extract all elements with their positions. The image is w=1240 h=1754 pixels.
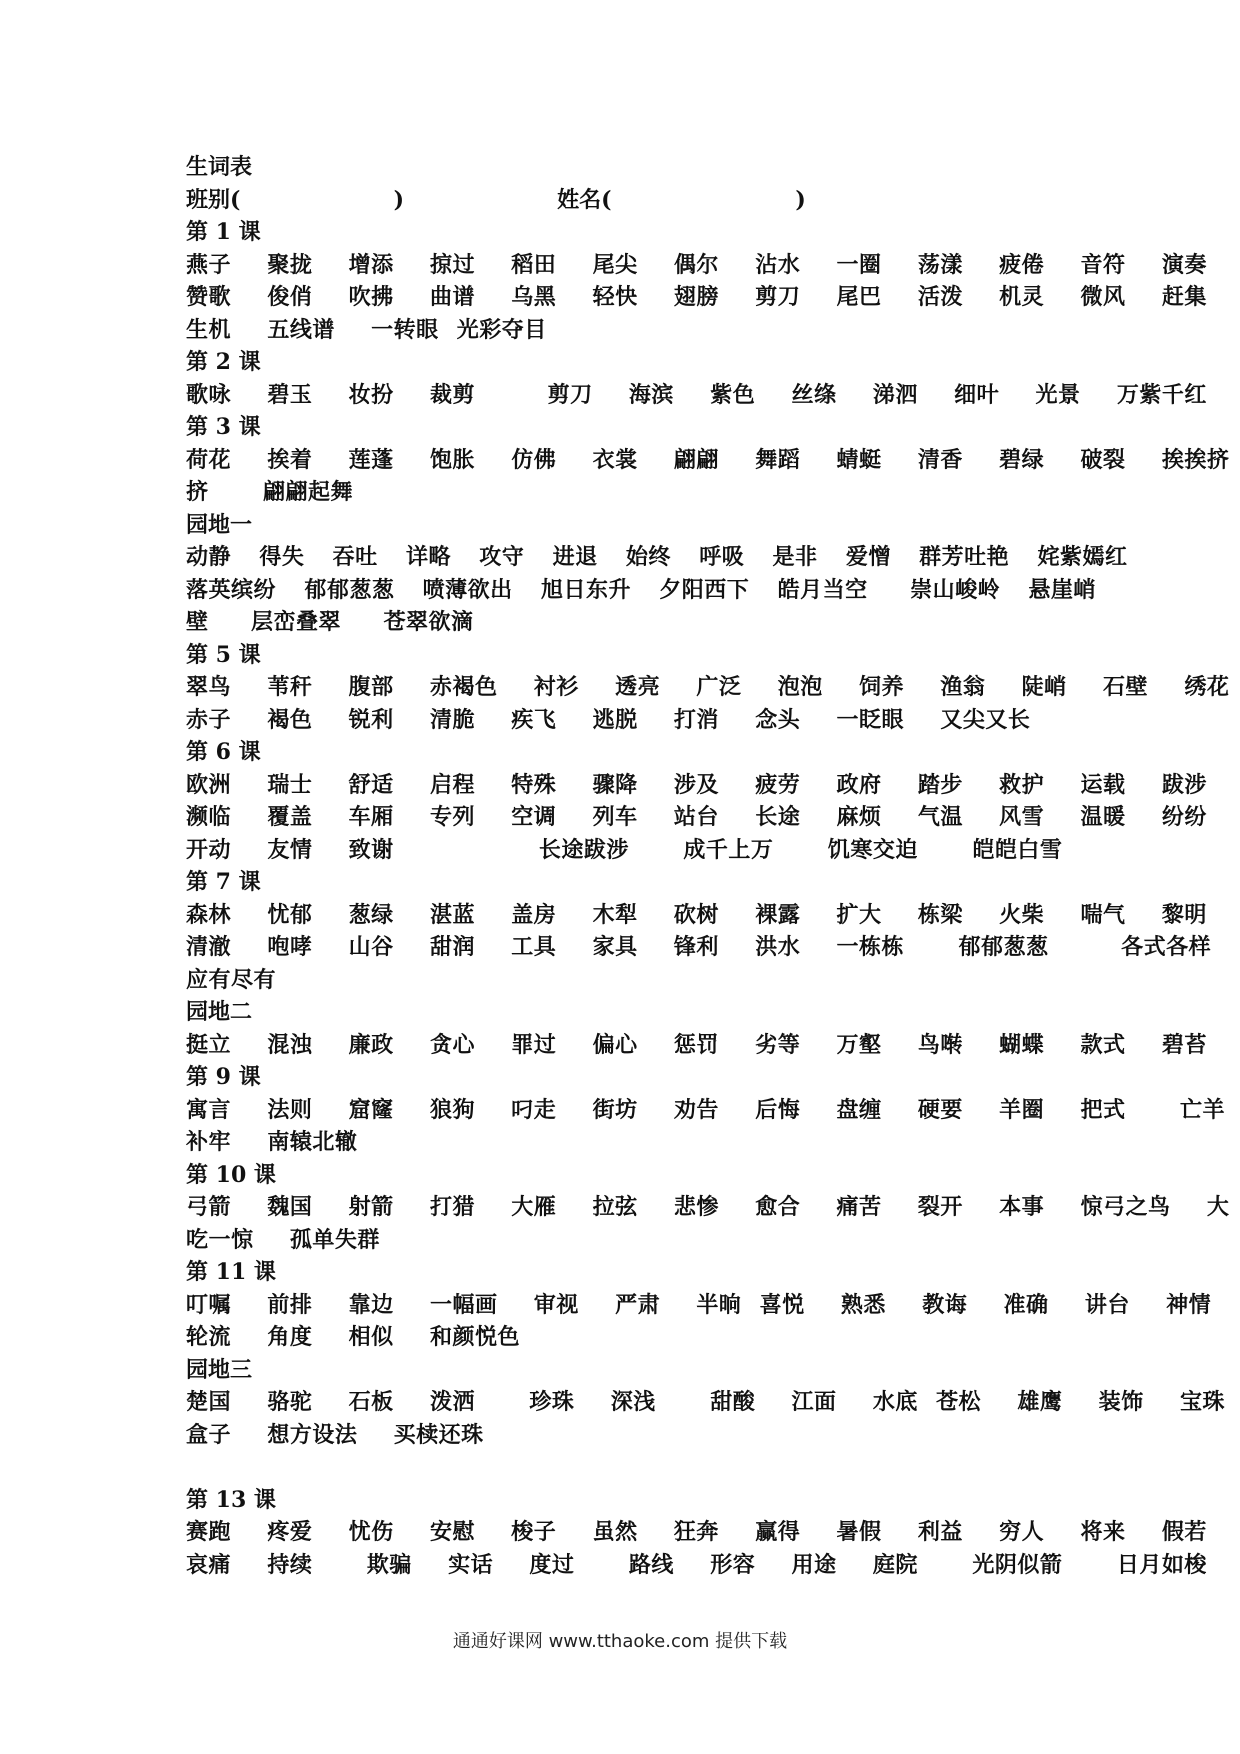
word-line: 开动 友情 致谢 长途跋涉 成千上万 饥寒交迫 皑皑白雪 [186,836,1063,863]
lesson-heading: 第 11 课 [186,1259,276,1285]
lesson-heading: 第 10 课 [186,1161,276,1188]
class-name-line: 班别( ) 姓名( ) [186,186,806,213]
word-line: 濒临 覆盖 车厢 专列 空调 列车 站台 长途 麻烦 气温 风雪 温暖 纷纷 [186,804,1207,830]
word-line: 叮嘱 前排 靠边 一幅画 审视 严肃 半晌 喜悦 熟悉 教诲 准确 讲台 神情 [186,1291,1212,1318]
word-line: 动静 得失 吞吐 详略 攻守 进退 始终 呼吸 是非 爱憎 群芳吐艳 姹紫嫣红 [186,544,1128,570]
word-line: 补牢 南辕北辙 [186,1129,358,1155]
lesson-13 [186,1484,1207,1582]
lesson-heading: 第 2 课 [186,349,261,375]
word-line: 燕子 聚拢 增添 掠过 稻田 尾尖 偶尔 沾水 一圈 荡漾 疲倦 音符 演奏 [186,251,1207,278]
word-line: 赞歌 俊俏 吹拂 曲谱 乌黑 轻快 翅膀 剪刀 尾巴 活泼 机灵 微风 赶集 [186,284,1207,310]
word-line: 吃一惊 孤单失群 [186,1226,380,1253]
word-line: 轮流 角度 相似 和颜悦色 [186,1324,520,1350]
word-line: 楚国 骆驼 石板 泼洒 珍珠 深浅 甜酸 江面 水底 苍松 雄鹰 装饰 宝珠 [186,1389,1225,1415]
lesson-heading: 第 1 课 [186,219,261,245]
footer-credit: 通通好课网 www.tthaoke.com 提供下载 [452,1631,788,1652]
lesson-heading: 第 3 课 [186,414,261,440]
lesson-heading: 第 9 课 [186,1064,261,1090]
lesson-9 [186,1061,1225,1159]
lesson-6 [186,736,1207,866]
word-line: 赤子 褐色 锐利 清脆 疾飞 逃脱 打消 念头 一眨眼 又尖又长 [186,706,1031,733]
lesson-heading: 第 5 课 [186,641,261,668]
word-line: 应有尽有 [186,966,277,993]
lesson-heading: 园地一 [186,511,253,538]
garden-2 [186,996,1207,1061]
lesson-1 [186,216,1207,346]
word-line: 落英缤纷 郁郁葱葱 喷薄欲出 旭日东升 夕阳西下 皓月当空 崇山峻岭 悬崖峭 [186,576,1096,603]
word-line: 挺立 混浊 廉政 贪心 罪过 偏心 惩罚 劣等 万壑 鸟啭 蝴蝶 款式 碧苔 [186,1031,1207,1058]
lesson-heading: 第 13 课 [186,1486,276,1513]
lesson-heading: 第 6 课 [186,739,261,765]
lesson-2 [186,346,1207,411]
word-line: 挤 翩翩起舞 [186,479,353,505]
vocabulary-page [186,151,1230,1581]
lesson-heading: 第 7 课 [186,869,261,895]
lesson-10 [186,1159,1230,1257]
lesson-11 [186,1256,1212,1354]
garden-1 [186,509,1128,639]
garden-3 [186,1354,1225,1452]
word-line: 盒子 想方设法 买椟还珠 [186,1421,484,1448]
word-line: 歌咏 碧玉 妆扮 裁剪 剪刀 海滨 紫色 丝绦 涕泗 细叶 光景 万紫千红 [186,381,1207,408]
word-line: 生机 五线谱 一转眼 光彩夺目 [186,316,547,343]
word-line: 壁 层峦叠翠 苍翠欲滴 [186,609,474,635]
lesson-heading: 园地二 [186,999,253,1025]
page-title: 生词表 [186,154,253,180]
word-line: 清澈 咆哮 山谷 甜润 工具 家具 锋利 洪水 一栋栋 郁郁葱葱 各式各样 [186,934,1212,960]
word-line: 欧洲 瑞士 舒适 启程 特殊 骤降 涉及 疲劳 政府 踏步 救护 运载 跋涉 [186,771,1207,798]
word-line: 荷花 挨着 莲蓬 饱胀 仿佛 衣裳 翩翩 舞蹈 蜻蜓 清香 碧绿 破裂 挨挨挤 [186,446,1230,473]
word-line: 森林 忧郁 葱绿 湛蓝 盖房 木犁 砍树 裸露 扩大 栋梁 火柴 喘气 黎明 [186,901,1207,928]
word-line: 赛跑 疼爱 忧伤 安慰 梭子 虽然 狂奔 赢得 暑假 利益 穷人 将来 假若 [186,1519,1207,1545]
lesson-7 [186,866,1212,996]
lesson-heading: 园地三 [186,1356,253,1383]
word-line: 哀痛 持续 欺骗 实话 度过 路线 形容 用途 庭院 光阴似箭 日月如梭 [186,1551,1207,1578]
word-line: 寓言 法则 窟窿 狼狗 叼走 街坊 劝告 后悔 盘缠 硬要 羊圈 把式 亡羊 [186,1096,1225,1123]
spacer [186,1451,1066,1484]
word-line: 弓箭 魏国 射箭 打猎 大雁 拉弦 悲惨 愈合 痛苦 裂开 本事 惊弓之鸟 大 [186,1194,1230,1220]
word-line: 翠鸟 苇秆 腹部 赤褐色 衬衫 透亮 广泛 泡泡 饲养 渔翁 陡峭 石壁 绣花 [186,674,1230,700]
lesson-5 [186,639,1230,737]
lesson-3 [186,411,1230,509]
